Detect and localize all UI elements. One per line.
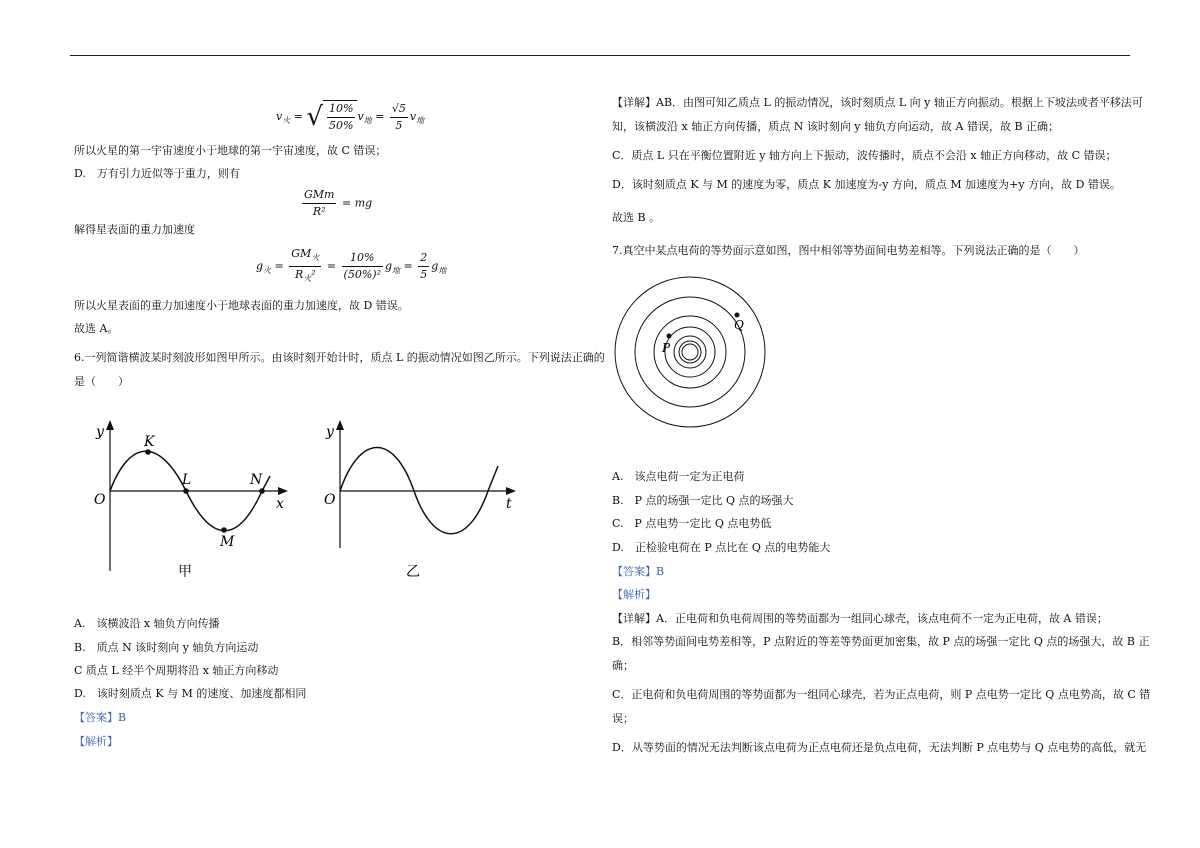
paragraph: 知，该横波沿 x 轴正方向传播，质点 N 该时刻向 y 轴负方向运动，故 A 错误，故 B 正确； xyxy=(612,120,1060,133)
option-d: D. 正检验电荷在 P 点比在 Q 点的电势能大 xyxy=(612,541,831,554)
paragraph: C．正电荷和负电荷周围的等势面都为一组同心球壳，若为正点电荷，则 P 点电势一定比 Q 点电势高，故 C 错 xyxy=(612,688,1151,701)
paragraph: 所以火星的第一宇宙速度小于地球的第一宇宙速度，故 C 错误； xyxy=(74,144,387,157)
paragraph: B．相邻等势面间电势差相等，P 点附近的等差等势面更加密集，故 P 点的场强一定比 Q 点的场强大，故 B 正 xyxy=(612,635,1150,648)
header-rule xyxy=(70,55,1130,56)
point-Q-label: Q xyxy=(734,318,744,332)
axis-label-y: y xyxy=(96,424,104,440)
axis-label-y: y xyxy=(326,424,334,440)
option-a: A. 该横波沿 x 轴负方向传播 xyxy=(74,617,220,630)
analysis-label: 【解析】 xyxy=(612,588,656,601)
point-K-label: K xyxy=(144,434,155,450)
equation-gravity: $\frac{\text{GMm}}{\text{R²}}$ = mg xyxy=(304,188,373,218)
paragraph: 【详解】A．正电荷和负电荷周围的等势面都为一组同心球壳，该点电荷不一定为正电荷，故 A 错误； xyxy=(612,612,1108,625)
paragraph: 【详解】AB．由图可知乙质点 L 的振动情况，该时刻质点 L 向 y 轴正方向振动。根据上下坡法或者平移法可 xyxy=(612,96,1143,109)
axis-label-x: x xyxy=(276,496,284,512)
origin-label: O xyxy=(94,492,106,508)
option-c: C 质点 L 经半个周期将沿 x 轴正方向移动 xyxy=(74,664,279,677)
paragraph: 误； xyxy=(612,712,634,725)
figure-caption: 乙 xyxy=(406,564,420,580)
point-P-label: P xyxy=(662,341,671,355)
option-b: B. P 点的场强一定比 Q 点的场强大 xyxy=(612,494,794,507)
wave-figure-jia xyxy=(90,418,300,588)
equation-velocity: $v_火$ = √ $\frac{10\%}{50\%}$ $v_地$ = $\frac{√5}{5}$ $v_地$ xyxy=(276,101,425,132)
point-N-label: N xyxy=(250,472,263,488)
paragraph: 解得星表面的重力加速度 xyxy=(74,223,195,236)
paragraph: D. 万有引力近似等于重力，则有 xyxy=(74,167,240,180)
option-a: A. 该点电荷一定为正电荷 xyxy=(612,470,745,483)
point-M-label: M xyxy=(220,534,235,550)
answer-label: 【答案】B xyxy=(74,711,127,724)
paragraph: 故选 A。 xyxy=(74,322,119,335)
question-7-text: 7.真空中某点电荷的等势面示意如图，图中相邻等势面间电势差相等。下列说法正确的是（ ） xyxy=(612,244,1085,257)
analysis-label: 【解析】 xyxy=(74,735,118,748)
vibration-figure-yi xyxy=(318,418,528,588)
origin-label: O xyxy=(324,492,336,508)
question-6-text: 是（ ） xyxy=(74,375,129,388)
figure-caption: 甲 xyxy=(178,564,192,580)
paragraph: D．从等势面的情况无法判断该点电荷为正点电荷还是负点电荷，无法判断 P 点电势与 Q 点电势的高低，就无 xyxy=(612,741,1147,754)
paragraph: 确； xyxy=(612,659,634,672)
option-b: B. 质点 N 该时刻向 y 轴负方向运动 xyxy=(74,641,259,654)
paragraph: D．该时刻质点 K 与 M 的速度为零，质点 K 加速度为-y 方向，质点 M 加速度为+y 方向，故 D 错误。 xyxy=(612,178,1121,191)
paragraph: 所以火星表面的重力加速度小于地球表面的重力加速度，故 D 错误。 xyxy=(74,299,409,312)
question-6-text: 6.一列简谐横波某时刻波形如图甲所示。由该时刻开始计时，质点 L 的振动情况如图乙所示。下列说法正确的 xyxy=(74,351,605,364)
equation-acceleration: $g_火$ = $\frac{GM_火}{R_火^2}$ = $\frac{10\%}{\text{(50\%)²}}$ $g_地$ = $\frac{2}{5}$ $g_地$ xyxy=(256,247,447,284)
option-c: C. P 点电势一定比 Q 点电势低 xyxy=(612,517,772,530)
axis-label-t: t xyxy=(506,496,512,512)
equipotential-figure xyxy=(612,273,772,433)
answer-label: 【答案】B xyxy=(612,565,665,578)
paragraph: 故选 B 。 xyxy=(612,211,661,224)
paragraph: C．质点 L 只在平衡位置附近 y 轴方向上下振动，波传播时，质点不会沿 x 轴正方向移动，故 C 错误； xyxy=(612,149,1117,162)
point-L-label: L xyxy=(182,472,192,488)
option-d: D. 该时刻质点 K 与 M 的速度、加速度都相同 xyxy=(74,687,307,700)
